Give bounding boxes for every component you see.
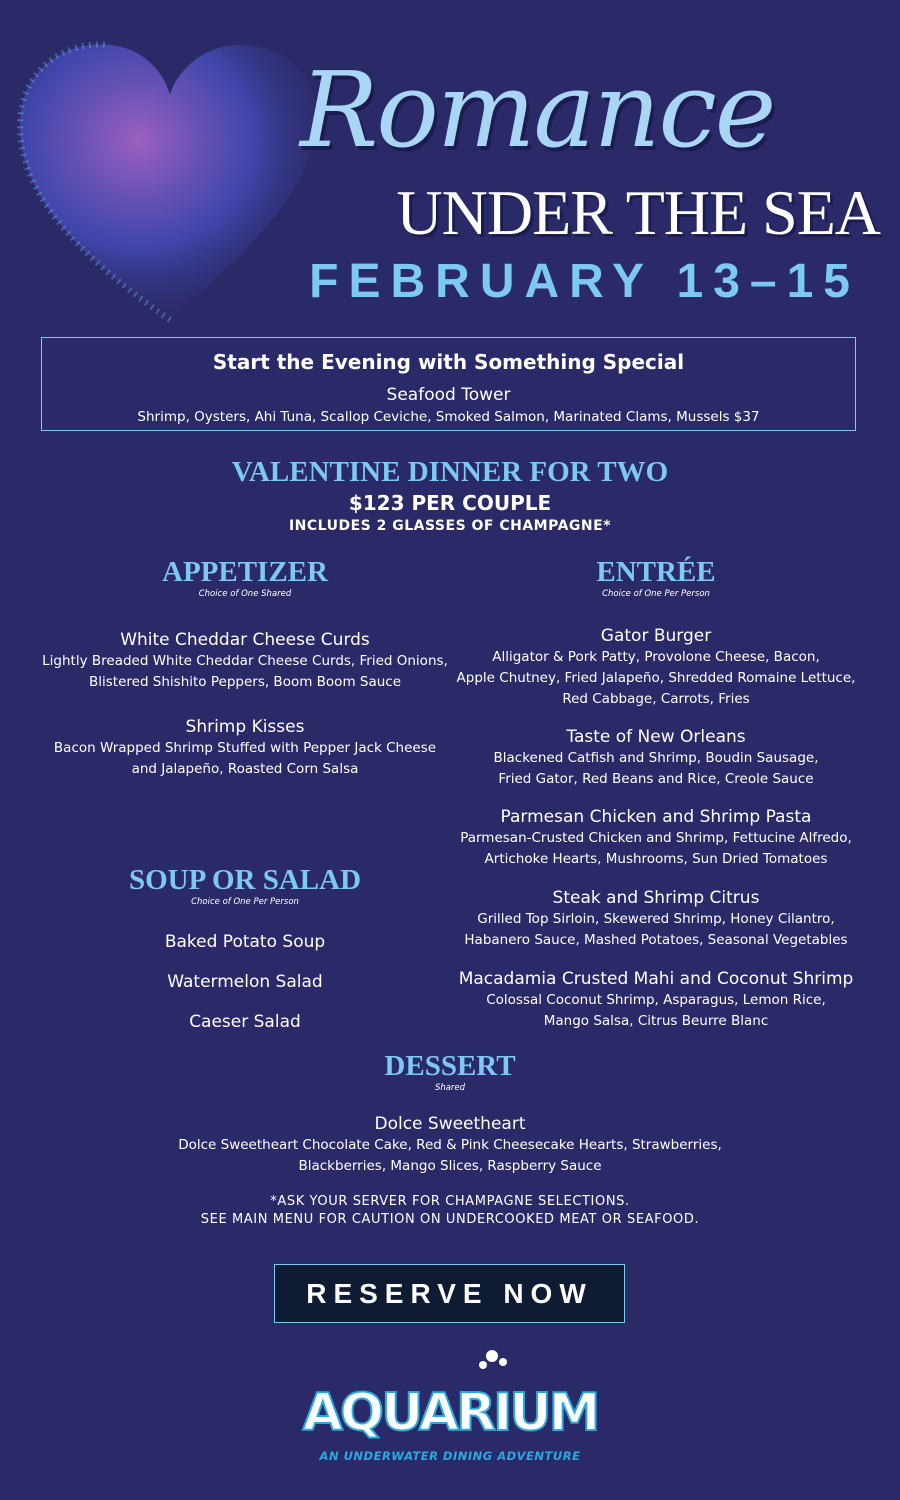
hero-script-title: Romance [300,49,775,171]
menu-item-desc: Blistered Shishito Peppers, Boom Boom Sauce [88,674,402,690]
menu-item-desc: Blackened Catfish and Shrimp, Boudin Sausage, [493,750,819,766]
menu-item-desc: Bacon Wrapped Shrimp Stuffed with Pepper Jack Cheese [53,740,437,756]
menu-item [450,887,862,951]
menu-item-desc: Lightly Breaded White Cheddar Cheese Curds, Fried Onions, [42,653,448,669]
menu-item-name: Shrimp Kisses [185,717,305,737]
logo-wordmark: AQUARIUM [302,1383,598,1443]
dinner-price: $123 PER COUPLE [348,491,552,515]
menu-item-name: Gator Burger [600,626,712,646]
menu-item-name: Dolce Sweetheart [374,1114,526,1134]
menu-item-name: Parmesan Chicken and Shrimp Pasta [500,807,812,827]
entree-title: ENTRÉE [596,556,716,588]
menu-item-desc: Mango Salsa, Citrus Beurre Blanc [543,1013,769,1029]
menu-item-name: Baked Potato Soup [164,932,326,952]
menu-item-desc: Parmesan-Crusted Chicken and Shrimp, Fettucine Alfredo, [460,830,852,846]
menu-item [450,806,862,870]
appetizer-title: APPETIZER [162,556,328,588]
menu-item-desc: Alligator & Pork Patty, Provolone Cheese, Bacon, [492,649,820,665]
menu-item [450,625,862,710]
dessert-title: DESSERT [384,1050,516,1082]
dessert-subtitle: Shared [434,1083,466,1093]
appetizer-section [30,556,460,599]
special-item-description: Shrimp, Oysters, Ahi Tuna, Scallop Ceviche, Smoked Salmon, Marinated Clams, Mussels $37 [137,409,760,425]
footnote-line: SEE MAIN MENU FOR CAUTION ON UNDERCOOKED MEAT OR SEAFOOD. [200,1212,700,1227]
menu-item-desc: Artichoke Hearts, Mushrooms, Sun Dried Tomatoes [484,851,828,867]
appetizer-subtitle: Choice of One Shared [198,589,292,599]
menu-item-desc: Grilled Top Sirloin, Skewered Shrimp, Honey Cilantro, [477,911,835,927]
footnote [0,1193,900,1229]
menu-item [30,716,460,780]
footnote-line: *ASK YOUR SERVER FOR CHAMPAGNE SELECTIONS. [270,1194,630,1209]
aquarium-logo[interactable] [302,1348,598,1468]
reserve-now-button[interactable]: RESERVE NOW [274,1264,625,1323]
menu-item-name: Caeser Salad [189,1012,301,1032]
hero-dates: FEBRUARY 13–15 [309,255,860,308]
soup-salad-subtitle: Choice of One Per Person [191,897,299,907]
menu-item-desc: Blackberries, Mango Slices, Raspberry Sauce [298,1158,602,1174]
menu-item-desc: Dolce Sweetheart Chocolate Cake, Red & Pink Cheesecake Hearts, Strawberries, [178,1137,722,1153]
menu-item-name: Steak and Shrimp Citrus [552,888,760,908]
entree-section [450,556,862,599]
menu-item-desc: and Jalapeño, Roasted Corn Salsa [131,761,359,777]
menu-item-desc: Fried Gator, Red Beans and Rice, Creole Sauce [498,771,814,787]
entree-subtitle: Choice of One Per Person [602,589,710,599]
menu-item [0,1113,900,1177]
logo-tagline: AN UNDERWATER DINING ADVENTURE [319,1449,581,1463]
menu-item-name: White Cheddar Cheese Curds [120,630,370,650]
menu-item [30,629,460,693]
hero-main-title: UNDER THE SEA [396,177,880,248]
special-box [41,337,856,431]
menu-item [450,726,862,790]
menu-item-desc: Red Cabbage, Carrots, Fries [562,691,750,707]
dinner-includes: INCLUDES 2 GLASSES OF CHAMPAGNE* [288,518,612,534]
heart-graphic [10,20,330,340]
soup-salad-section [30,864,460,907]
menu-item-name: Taste of New Orleans [566,727,746,747]
menu-item-desc: Colossal Coconut Shrimp, Asparagus, Lemon Rice, [486,992,826,1008]
menu-item-desc: Habanero Sauce, Mashed Potatoes, Seasonal Vegetables [464,932,848,948]
menu-item-desc: Apple Chutney, Fried Jalapeño, Shredded Romaine Lettuce, [456,670,856,686]
menu-item-name: Macadamia Crusted Mahi and Coconut Shrimp [458,969,854,989]
special-heading: Start the Evening with Something Special [212,350,685,374]
menu-item-name: Watermelon Salad [167,972,323,992]
menu-item [450,968,862,1032]
special-item-name: Seafood Tower [386,385,511,405]
soup-salad-title: SOUP OR SALAD [128,864,362,896]
dessert-section [0,1050,900,1093]
dinner-title: VALENTINE DINNER FOR TWO [231,456,669,488]
